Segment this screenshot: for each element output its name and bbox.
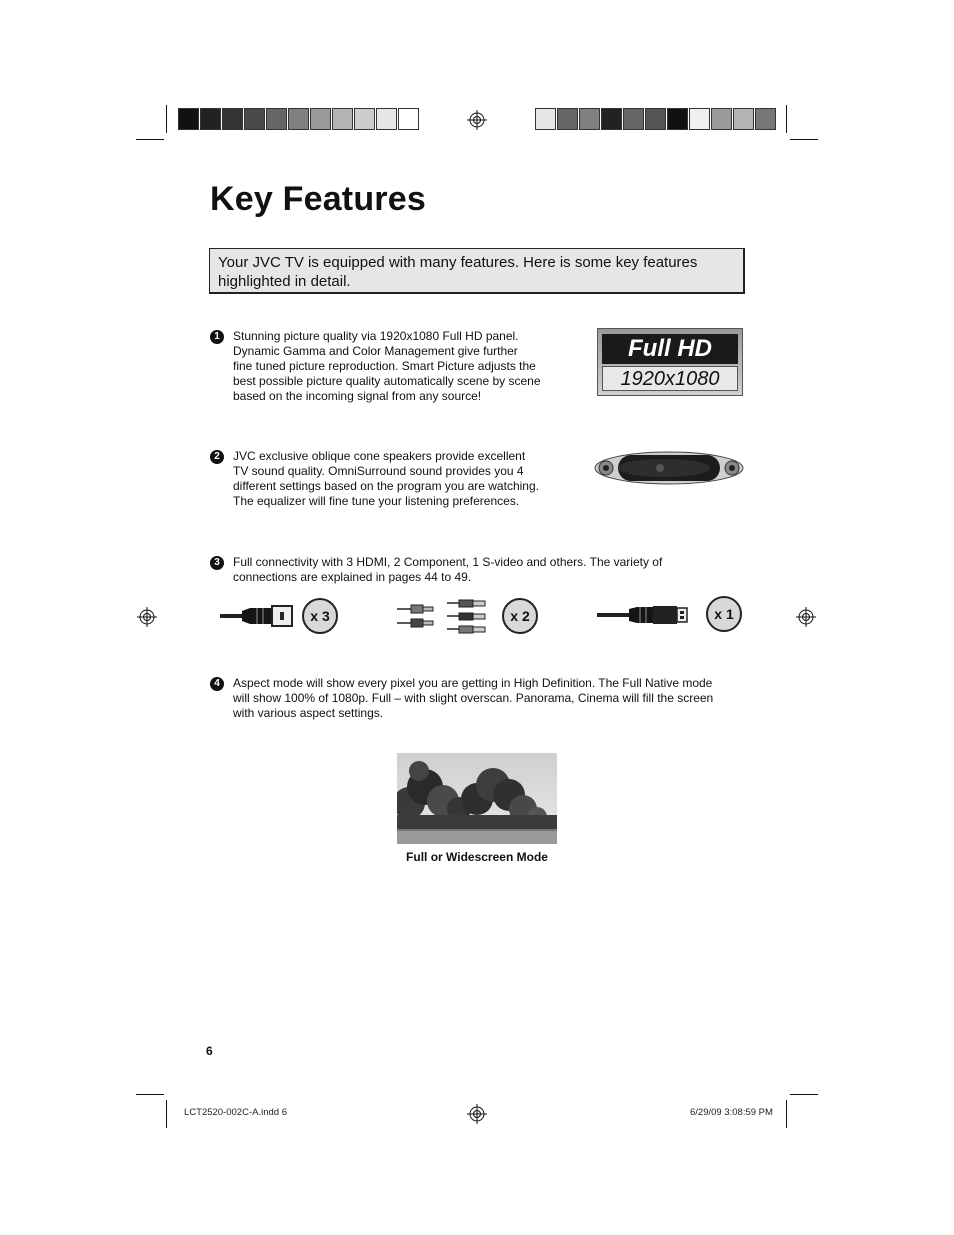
crop-mark [136, 139, 164, 140]
component-connector-icon [397, 598, 493, 634]
color-swatch [310, 108, 331, 130]
color-swatch [689, 108, 710, 130]
color-swatch [332, 108, 353, 130]
intro-box: Your JVC TV is equipped with many features. Here is some key features highlighted in detail. [209, 248, 745, 294]
color-swatch [288, 108, 309, 130]
color-swatch [376, 108, 397, 130]
color-swatch [266, 108, 287, 130]
color-swatch [200, 108, 221, 130]
footer-timestamp: 6/29/09 3:08:59 PM [690, 1107, 773, 1118]
hdmi-connector-icon [220, 602, 296, 630]
crop-mark [786, 1100, 787, 1128]
component-count-badge: x 2 [502, 598, 538, 634]
hdmi-count-badge: x 3 [302, 598, 338, 634]
registration-target-icon [467, 1104, 487, 1124]
crop-mark [166, 105, 167, 133]
color-swatch [398, 108, 419, 130]
crop-mark [786, 105, 787, 133]
feature-text: Full connectivity with 3 HDMI, 2 Component, 1 S-video and others. The variety of connections are explained in pages 44 to 49. [233, 555, 663, 584]
color-swatch [579, 108, 600, 130]
footer-filename: LCT2520-002C-A.indd 6 [184, 1107, 287, 1118]
feature-number: 1 [210, 330, 224, 344]
color-swatch [711, 108, 732, 130]
registration-target-icon [137, 607, 157, 627]
crop-mark [790, 1094, 818, 1095]
speaker-image [594, 450, 744, 486]
feature-number: 4 [210, 677, 224, 691]
color-swatch [178, 108, 199, 130]
color-swatch [733, 108, 754, 130]
color-swatch [755, 108, 776, 130]
crop-mark [136, 1094, 164, 1095]
page-number: 6 [206, 1044, 213, 1058]
feature-text: JVC exclusive oblique cone speakers provide excellent TV sound quality. OmniSurround sound provides you 4 different settings based on the program you are watching. The equalizer will fine tune your listening preferences. [233, 449, 539, 508]
widescreen-photo [397, 753, 557, 844]
photo-caption: Full or Widescreen Mode [406, 850, 548, 864]
page-title: Key Features [210, 180, 426, 218]
color-swatch [601, 108, 622, 130]
color-swatch [645, 108, 666, 130]
crop-mark [790, 139, 818, 140]
color-swatch [623, 108, 644, 130]
feature-number: 2 [210, 450, 224, 464]
full-hd-logo-bottom: 1920x1080 [602, 366, 738, 391]
crop-mark [166, 1100, 167, 1128]
full-hd-logo-top: Full HD [602, 334, 738, 364]
color-swatch [667, 108, 688, 130]
color-swatch [244, 108, 265, 130]
color-swatch [354, 108, 375, 130]
registration-target-icon [467, 110, 487, 130]
color-swatch [557, 108, 578, 130]
feature-text: Stunning picture quality via 1920x1080 Full HD panel. Dynamic Gamma and Color Management give further fine tuned picture reproduction. Smart Picture adjusts the best possible picture quality automatically scene by scene based on the incoming signal from any source! [233, 329, 541, 403]
color-swatch [222, 108, 243, 130]
registration-target-icon [796, 607, 816, 627]
feature-text: Aspect mode will show every pixel you are getting in High Definition. The Full Native mode will show 100% of 1080p. Full – with slight overscan. Panorama, Cinema will fill the screen with various aspect settings. [233, 676, 714, 720]
svideo-count-badge: x 1 [706, 596, 742, 632]
svideo-connector-icon [597, 602, 693, 628]
color-swatch [535, 108, 556, 130]
feature-number: 3 [210, 556, 224, 570]
full-hd-logo [597, 328, 743, 396]
